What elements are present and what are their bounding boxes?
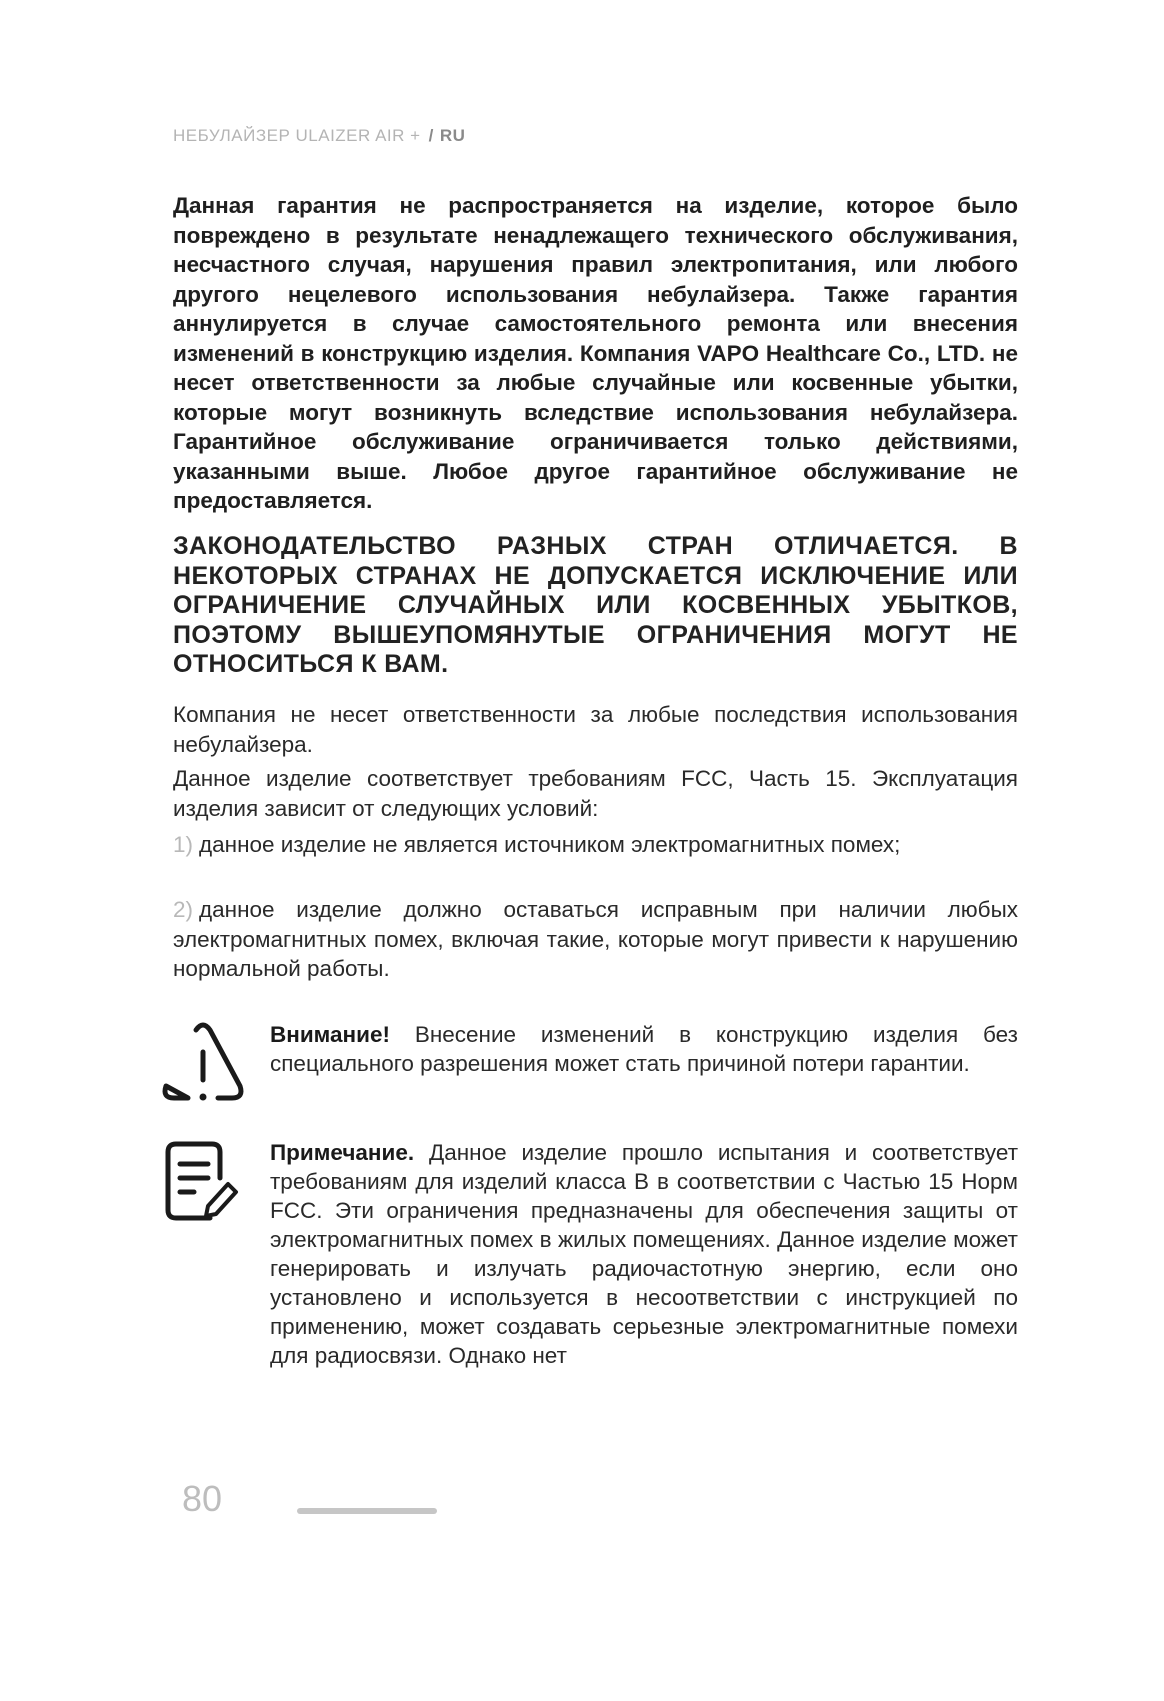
header-language: RU <box>439 126 466 145</box>
page-number: 80 <box>182 1478 223 1519</box>
warranty-paragraph: Данная гарантия не распространяется на изделие, которое было повреждено в результате ненадлежащего технического обслуживания, несчастного случая, нарушения правил электропитания, или любого другого нецелевого использования небулайзера. Также гарантия аннулируется в случае самостоятельного ремонта или внесения изменений в конструкцию изделия. Компания VAPO Healthcare Co., LTD. не несет ответственности за любые случайные или косвенные убытки, которые могут возникнуть вследствие использования небулайзера. Гарантийное обслуживание ограничивается только действиями, указанными выше. Любое другое гарантийное обслуживание не предоставляется. <box>173 193 1018 513</box>
warning-text-block <box>270 1020 1018 1078</box>
note-text: Данное изделие прошло испытания и соответствует требованиям для изделий класса B в соответствии с Частью 15 Норм FCC. Эти ограничения предназначены для обеспечения защиты от электромагнитных помех в жилых помещениях. Данное изделие может генерировать и излучать радиочастотную энергию, если оно установлено и используется в несоответствии с инструкцией по применению, может создавать серьезные электромагнитные помехи для радиосвязи. Однако нет <box>270 1140 1018 1368</box>
liability-paragraph: Компания не несет ответственности за любые последствия использования небулайзера. <box>173 702 1018 757</box>
note-label: Примечание. <box>270 1140 415 1165</box>
note-text-block <box>270 1138 1018 1370</box>
condition-number: 1) <box>173 832 194 857</box>
warning-triangle-icon <box>160 1020 246 1106</box>
condition-item-1 <box>173 830 1018 860</box>
condition-text: данное изделие должно оставаться исправным при наличии любых электромагнитных помех, включая такие, которые могут привести к нарушению нормальной работы. <box>173 897 1018 981</box>
note-edit-icon <box>160 1138 246 1224</box>
footer-divider <box>297 1508 437 1514</box>
header-separator: / <box>428 126 434 145</box>
running-header <box>173 126 465 146</box>
fcc-paragraph: Данное изделие соответствует требованиям FCC, Часть 15. Эксплуатация изделия зависит от следующих условий: <box>173 766 1018 821</box>
condition-text: данное изделие не является источником электромагнитных помех; <box>199 832 901 857</box>
warning-text: Внесение изменений в конструкцию изделия без специального разрешения может стать причиной потери гарантии. <box>270 1022 1018 1076</box>
warning-label: Внимание! <box>270 1022 390 1047</box>
condition-number: 2) <box>173 897 194 922</box>
legislation-paragraph: ЗАКОНОДАТЕЛЬСТВО РАЗНЫХ СТРАН ОТЛИЧАЕТСЯ. В НЕКОТОРЫХ СТРАНАХ НЕ ДОПУСКАЕТСЯ ИСКЛЮЧЕНИЕ ИЛИ ОГРАНИЧЕНИЕ СЛУЧАЙНЫХ ИЛИ КОСВЕННЫХ УБЫТКОВ, ПОЭТОМУ ВЫШЕУПОМЯНУТЫЕ ОГРАНИЧЕНИЯ МОГУТ НЕ ОТНОСИТЬСЯ К ВАМ. <box>173 532 1018 678</box>
header-title: НЕБУЛАЙЗЕР ULAIZER AIR + <box>173 126 421 145</box>
condition-item-2 <box>173 895 1018 984</box>
